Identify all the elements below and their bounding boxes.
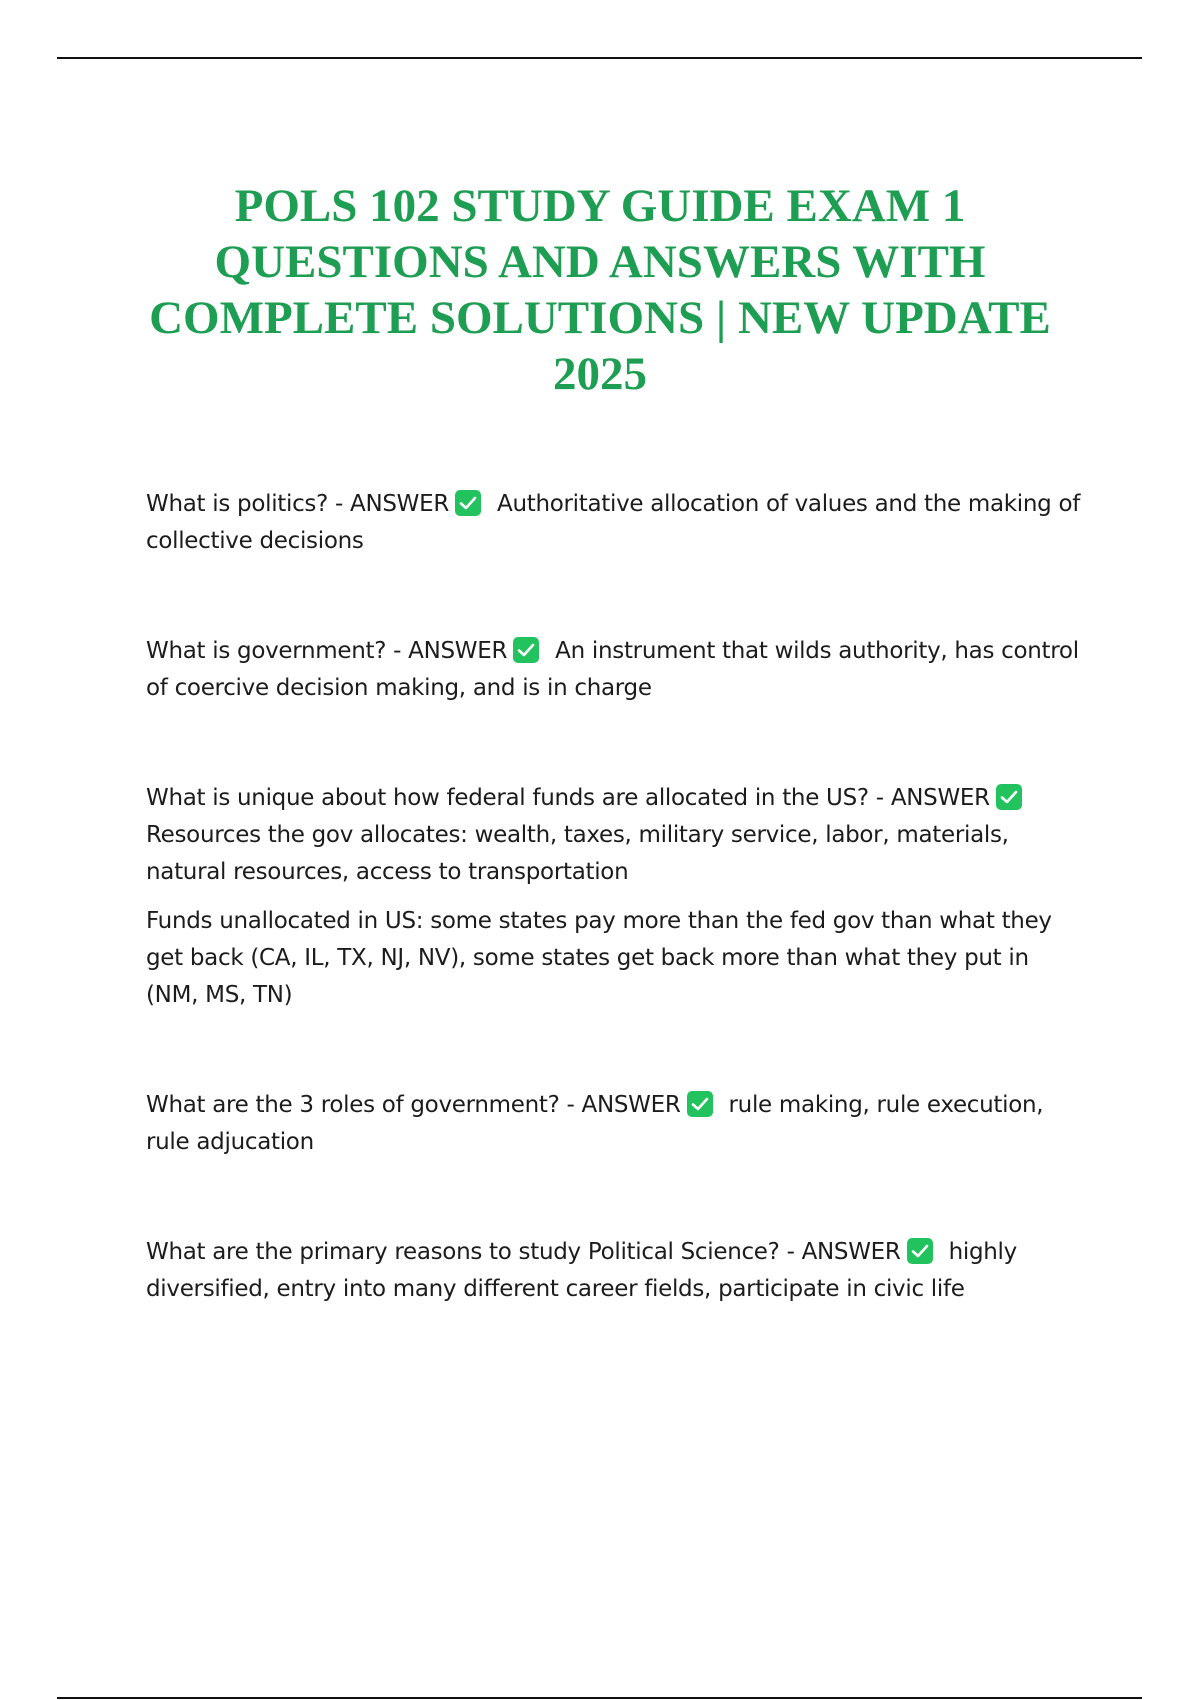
- check-mark-icon: [907, 1238, 933, 1264]
- answer-text: rule making, rule execution, rule adjucation: [146, 1092, 1044, 1155]
- question-text: What is politics? - ANSWER: [146, 491, 450, 517]
- check-mark-icon: [455, 490, 481, 516]
- document-title: [100, 178, 1100, 402]
- qa-item: [146, 633, 1086, 707]
- answer-extra-paragraph: Funds unallocated in US: some states pay more than the fed gov than what they get back (CA, IL, TX, NJ, NV), some states get back more than what they put in (NM, MS, TN): [146, 908, 1052, 1008]
- question-text: What is government? - ANSWER: [146, 638, 508, 664]
- title-line: POLS 102 STUDY GUIDE EXAM 1: [234, 180, 966, 233]
- check-mark-icon: [996, 784, 1022, 810]
- answer-text: Authoritative allocation of values and the making of collective decisions: [146, 491, 1081, 554]
- answer-text: An instrument that wilds authority, has control of coercive decision making, and is in charge: [146, 638, 1079, 701]
- title-line: COMPLETE SOLUTIONS | NEW UPDATE: [149, 292, 1051, 345]
- check-mark-icon: [687, 1091, 713, 1117]
- title-line: QUESTIONS AND ANSWERS WITH: [214, 236, 986, 289]
- answer-text: Resources the gov allocates: wealth, taxes, military service, labor, materials, natural resources, access to transportation: [146, 822, 1009, 885]
- question-text: What is unique about how federal funds are allocated in the US? - ANSWER: [146, 785, 990, 811]
- title-line: 2025: [553, 348, 647, 401]
- question-text: What are the primary reasons to study Political Science? - ANSWER: [146, 1239, 901, 1265]
- qa-item: [146, 486, 1086, 560]
- qa-item: [146, 780, 1086, 1014]
- qa-list: [146, 486, 1086, 1308]
- top-rule: [57, 57, 1142, 59]
- qa-item: [146, 1087, 1086, 1161]
- check-mark-icon: [513, 637, 539, 663]
- answer-text: highly diversified, entry into many different career fields, participate in civic life: [146, 1239, 1017, 1302]
- bottom-rule: [57, 1697, 1142, 1699]
- qa-item: [146, 1234, 1086, 1308]
- question-text: What are the 3 roles of government? - ANSWER: [146, 1092, 681, 1118]
